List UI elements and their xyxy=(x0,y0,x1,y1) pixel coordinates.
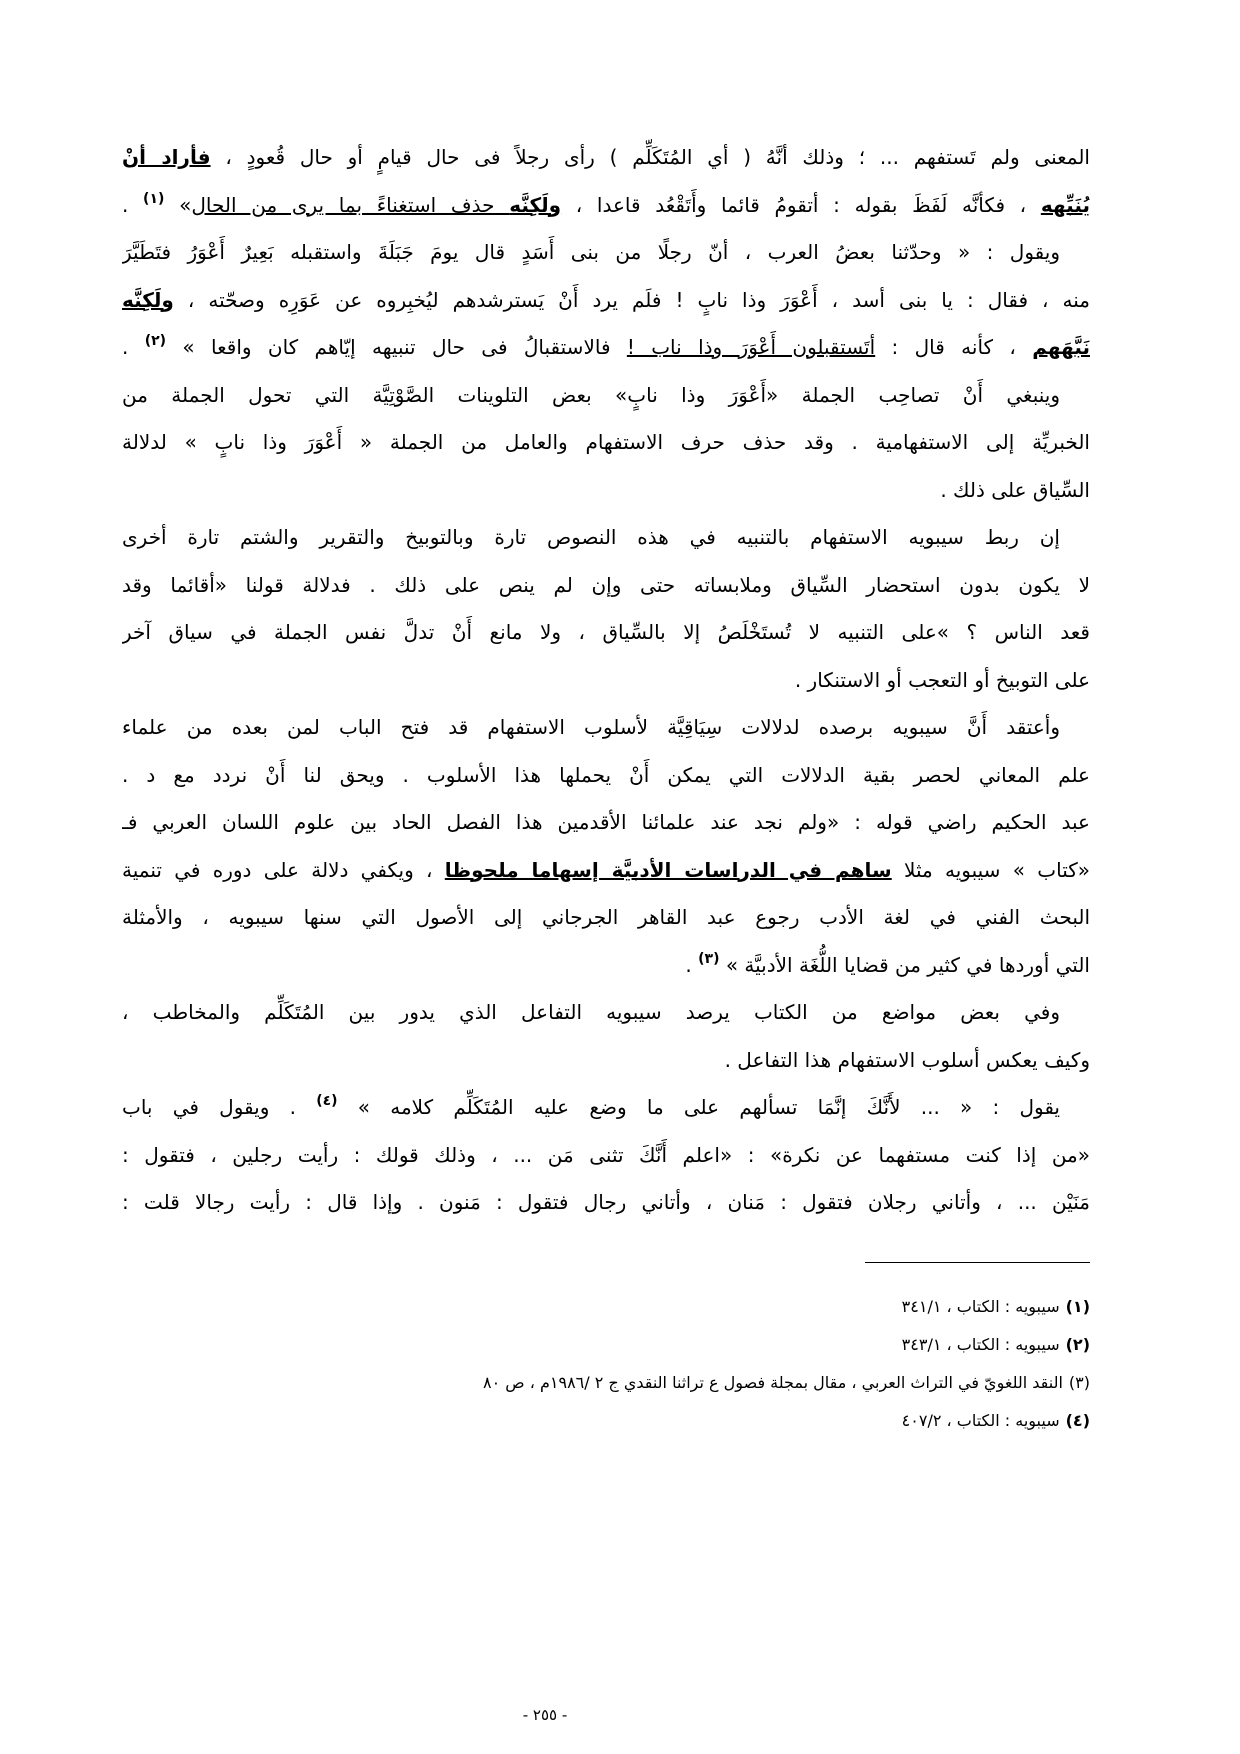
text-segment: . xyxy=(122,335,145,359)
emphasis-bold-underlined: فأراد أنْ xyxy=(122,145,211,169)
text-segment: ، كأنه قال : xyxy=(875,335,1033,359)
text-line: لا يكون بدون استحضار السِّياق وملابساته حتى وإن لم ينص على ذلك . فدلالة قولنا «أقائما وقد xyxy=(122,572,1090,597)
text-line xyxy=(122,277,1090,325)
text-line: إن ربط سيبويه الاستفهام بالتنبيه في هذه النصوص تارة وبالتوبيخ والتقرير والشتم تارة أخرى xyxy=(122,525,1060,549)
footnote-text: سيبويه : الكتاب ، ٣٤٣/١ xyxy=(901,1335,1060,1354)
text-line: وينبغي أَنْ تصاحِب الجملة «أَعْوَرَ وذا نابٍ» بعض التلوينات الصَّوْتِيَّة التي تحول الجملة من xyxy=(122,382,1060,407)
footnote xyxy=(190,1402,1090,1440)
text-segment: منه ، فقال : يا بنى أسد ، أَعْوَرَ وذا نابٍ ! فلَم يرد أَنْ يَسترشدهم ليُخبِروه عن عَوَرِه وصحّته ، xyxy=(173,287,1090,312)
underlined-text: أتَستقبلون أَعْوَرَ وذا ناب ! xyxy=(626,335,876,359)
text-line: ويقول : « وحدّثنا بعضُ العرب ، أنّ رجلًا من بنى أَسَدٍ قال يومَ جَبَلَةَ واستقبله بَعِيرٌ أَعْوَرُ فتَطَيَّرَ xyxy=(122,240,1060,264)
text-line: قعد الناس ؟ »على التنبيه لا تُستَخْلَصُ إلا بالسِّياق ، ولا مانع أَنْ تدلَّ نفس الجملة في سياق آخر xyxy=(122,620,1090,644)
footnote-number: (٤) xyxy=(1065,1411,1090,1430)
text-line: مَنَيْن ... ، وأتاني رجلان فتقول : مَنان ، وأتاني رجال فتقول : مَنون . وإذا قال : رأيت رجالا قلت : xyxy=(122,1190,1090,1214)
text-line: وفي بعض مواضع من الكتاب يرصد سيبويه التفاعل الذي يدور بين المُتَكَلِّم والمخاطب ، xyxy=(122,1000,1060,1024)
footnote-number: (١) xyxy=(1065,1297,1090,1316)
text-segment: » xyxy=(164,192,192,217)
footnote-text: النقد اللغويّ في التراث العربي ، مقال بمجلة فصول ع تراثنا النقدي ج ٢ /١٩٨٦م ، ص ٨٠ xyxy=(483,1373,1063,1392)
text-line: عبد الحكيم راضي قوله : «ولم نجد عند علمائنا الأقدمين هذا الفصل الحاد بين علوم اللسان العربي فـ xyxy=(122,810,1090,834)
text-segment: يقول : « ... لأَنَّكَ إنَّمَا تسألهم على ما وضع عليه المُتَكَلِّم كلامه » xyxy=(337,1095,1060,1119)
footnote xyxy=(190,1326,1090,1364)
emphasis-bold-underlined: ساهم في الدراسات الأدبيَّة إسهاما ملحوظا xyxy=(444,857,892,882)
text-segment: . xyxy=(122,192,144,217)
footnote xyxy=(190,1288,1090,1326)
text-line: البحث الفني في لغة الأدب رجوع عبد القاهر الجرجاني إلى الأصول التي سنها سيبويه ، والأمثلة xyxy=(122,905,1090,929)
footnote-number: (٢) xyxy=(1065,1335,1090,1354)
footnote-ref: (٢) xyxy=(144,333,167,349)
text-line xyxy=(122,134,1090,182)
text-segment: «كتاب » سيبويه مثلا xyxy=(891,857,1090,882)
text-line xyxy=(122,182,1090,230)
body-text xyxy=(122,134,1090,1227)
underlined-text: حذف استغناءً بما يرى من الحال xyxy=(191,192,510,217)
footnote-ref: (١) xyxy=(143,190,165,207)
text-line: علم المعاني لحصر بقية الدلالات التي يمكن أَنْ يحملها هذا الأسلوب . ويحق لنا أَنْ نردد مع د . xyxy=(122,762,1090,787)
text-line xyxy=(122,942,1090,990)
text-line: وكيف يعكس أسلوب الاستفهام هذا التفاعل . xyxy=(724,1047,1090,1072)
emphasis-bold-underlined: يُنَبِّهه xyxy=(1040,192,1090,217)
footnote-ref: (٣) xyxy=(698,950,720,967)
page-number: - ٢٥٥ - xyxy=(522,1706,568,1724)
footnote-text: سيبويه : الكتاب ، ٤٠٧/٢ xyxy=(901,1411,1060,1430)
footnote xyxy=(190,1364,1090,1402)
text-segment: ، فكأنَّه لَفَظَ بقوله : أتقومُ قائما وأَتَقْعُد قاعدا ، xyxy=(561,192,1041,217)
text-line: وأعتقد أَنَّ سيبويه برصده لدلالات سِيَاقِيَّة لأسلوب الاستفهام قد فتح الباب لمن بعده من علماء xyxy=(122,715,1060,739)
footnote-number: (٣) xyxy=(1068,1373,1090,1392)
text-line xyxy=(122,847,1090,895)
emphasis-bold-underlined: ولَكِنَّه xyxy=(122,287,174,312)
text-line: «من إذا كنت مستفهما عن نكرة» : «اعلم أَنَّكَ تثنى مَن ... ، وذلك قولك : رأيت رجلين ، فتقول : xyxy=(122,1142,1090,1167)
text-segment: التي أوردها في كثير من قضايا اللُّغَة الأدبيَّة » xyxy=(719,952,1090,977)
text-line: السِّياق على ذلك . xyxy=(940,477,1090,502)
emphasis-bold-underlined: ولَكِنَّه xyxy=(509,192,562,217)
text-segment: . xyxy=(685,952,699,977)
emphasis-bold-underlined: نَبَّهَهم xyxy=(1032,335,1090,359)
text-line: الخبريِّة إلى الاستفهامية . وقد حذف حرف الاستفهام والعامل من الجملة « أَعْوَرَ وذا نابٍ » لدلالة xyxy=(122,430,1090,454)
text-line: على التوبيخ أو التعجب أو الاستنكار . xyxy=(794,667,1090,692)
text-segment: ، ويكفي دلالة على دوره في تنمية xyxy=(122,857,445,882)
text-line xyxy=(122,1084,1090,1132)
text-segment: فالاستقبالُ فى حال تنبيهه إيّاهم كان واقعا » xyxy=(166,335,627,359)
text-segment: المعنى ولم تَستفهم ... ؛ وذلك أنَّهُ ( أي المُتَكَلِّم ) رأى رجلاً فى حال قيامٍ أو حال قُعودٍ ، xyxy=(210,145,1090,169)
footnote-ref: (٤) xyxy=(316,1093,338,1109)
text-line xyxy=(122,324,1090,372)
footnotes xyxy=(190,1288,1090,1440)
footnote-text: سيبويه : الكتاب ، ٣٤١/١ xyxy=(901,1297,1060,1316)
footnote-separator xyxy=(865,1262,1090,1263)
text-segment: . ويقول في باب xyxy=(122,1095,317,1119)
